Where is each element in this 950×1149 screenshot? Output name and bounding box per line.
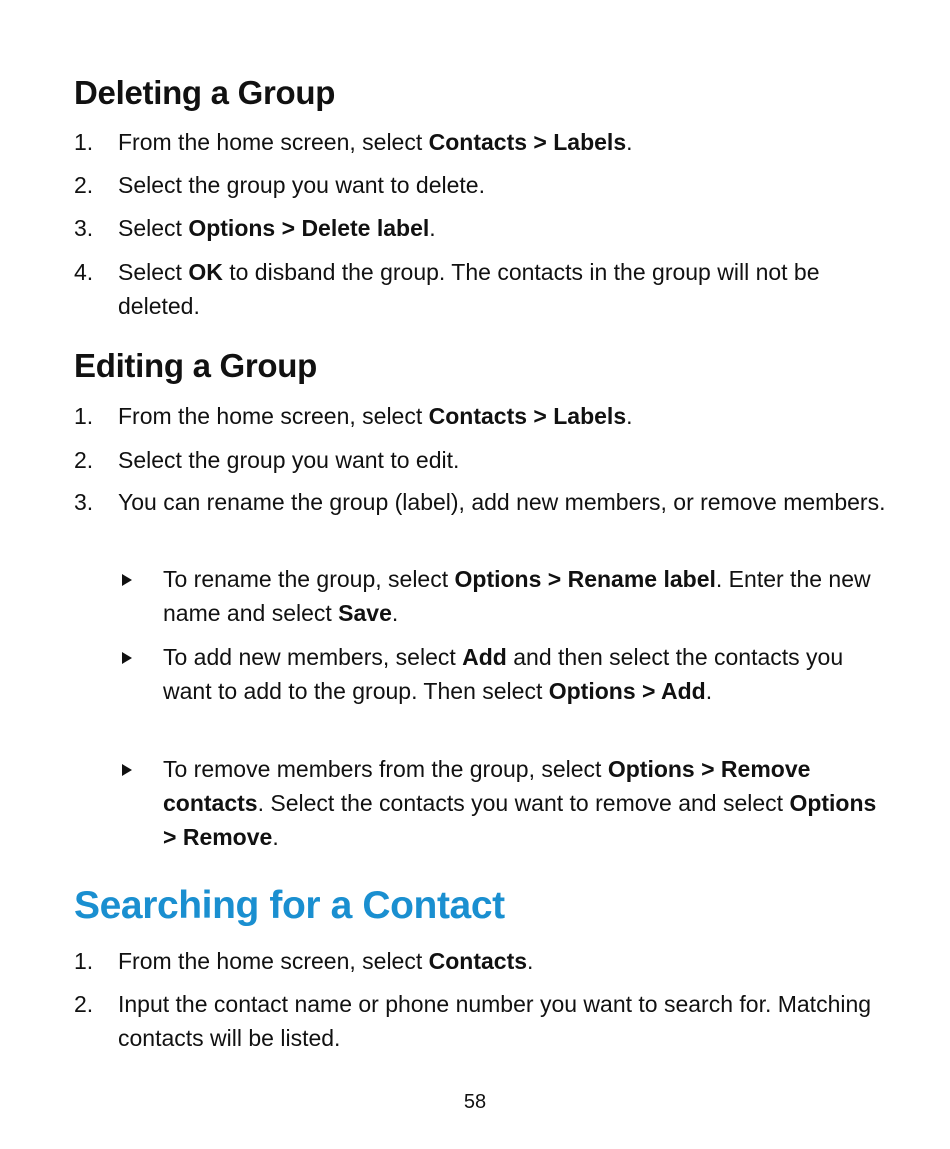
step-text: Input the contact name or phone number you want to search for. Matching contacts will be listed.	[118, 991, 872, 1051]
step-number: 2.	[74, 991, 94, 1017]
bullet-text: To add new members, select Add and then select the contacts you want to add to the group. Then select Options > Add.	[163, 644, 844, 704]
step-text: Select the group you want to edit.	[118, 447, 460, 473]
step-text: Select the group you want to delete.	[118, 172, 485, 198]
manual-page	[74, 0, 886, 1149]
step-text: From the home screen, select Contacts.	[118, 948, 534, 974]
step-number: 3.	[74, 489, 94, 515]
step-number: 1.	[74, 403, 94, 429]
heading-deleting-a-group: Deleting a Group	[74, 74, 336, 111]
step-text: Select Options > Delete label.	[118, 215, 436, 241]
heading-editing-a-group: Editing a Group	[74, 347, 317, 384]
step-number: 3.	[74, 215, 94, 241]
triangle-bullet-icon	[122, 764, 132, 776]
step-number: 2.	[74, 447, 94, 473]
bullet-text: To remove members from the group, select Options > Remove contacts. Select the contacts you want to remove and select Options > Remove.	[163, 756, 877, 850]
bullet-text: To rename the group, select Options > Rename label. Enter the new name and select Save.	[163, 566, 871, 626]
page-number: 58	[463, 1091, 487, 1113]
step-text: Select OK to disband the group. The contacts in the group will not be deleted.	[118, 259, 820, 319]
triangle-bullet-icon	[122, 574, 132, 586]
step-number: 1.	[74, 129, 94, 155]
step-number: 2.	[74, 172, 94, 198]
step-text: From the home screen, select Contacts > Labels.	[118, 129, 633, 155]
step-text: You can rename the group (label), add new members, or remove members.	[118, 489, 886, 515]
step-number: 1.	[74, 948, 94, 974]
step-text: From the home screen, select Contacts > Labels.	[118, 403, 633, 429]
step-number: 4.	[74, 259, 94, 285]
heading-searching-for-a-contact: Searching for a Contact	[74, 884, 505, 927]
triangle-bullet-icon	[122, 652, 132, 664]
